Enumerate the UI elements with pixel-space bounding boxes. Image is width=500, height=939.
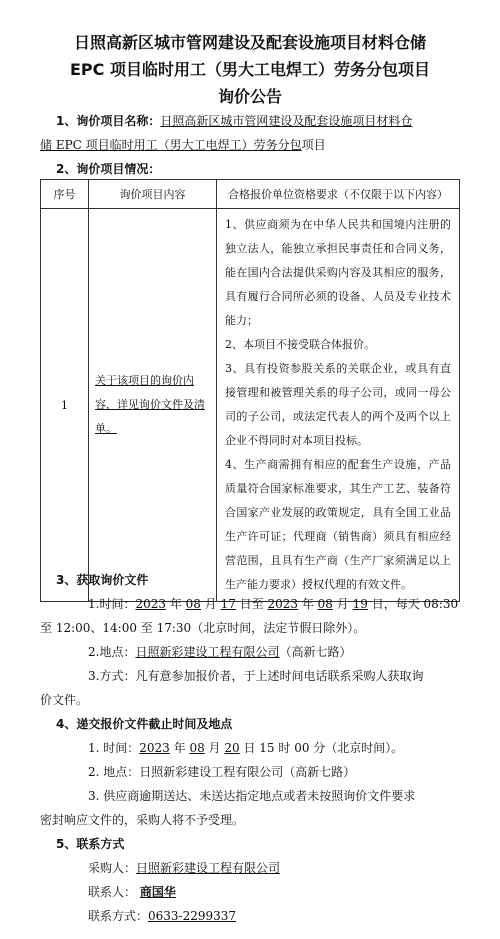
project-name-suffix: 项目 [301,138,326,152]
header-content: 询价项目内容 [89,180,217,209]
phone-label: 联系方式： [88,909,149,923]
section5-label: 5、联系方式 [56,837,125,851]
requirement-1: 1、供应商须为在中华人民共和国境内注册的独立法人，能独立承担民事责任和合同义务，能在国内合法提供采购内容及其相应的服务，具有履行合同所必须的设备、人员及专业技术能力； [225,218,451,327]
section3-label: 3、获取询价文件 [56,573,149,587]
section4-note-line2: 密封响应文件的，采购人将不予受理。 [40,813,245,827]
phone-line [88,908,236,924]
section1-label: 1、询价项目名称： [56,114,161,128]
start-month: 08 [185,597,201,611]
deadline-suffix: 日 15 时 00 分（北京时间）。 [243,741,404,755]
table-row [41,209,460,602]
place-suffix: （高新七路） [279,645,352,659]
section3-method-line1: 3.方式：凡有意参加报价者，于上述时间电话联系采购人获取询 [88,669,424,683]
header-requirements: 合格报价单位资格要求（不仅限于以下内容） [217,180,460,209]
row-requirements-cell [217,209,460,602]
title-line-1: 日照高新区城市管网建设及配套设施项目材料仓储 [73,33,426,52]
section1-line1 [56,113,412,129]
requirement-3: 3、具有投资参股关系的关联企业，或具有直接管理和被管理关系的母子公司，或同一母公司的子公司，或法定代表人的两个及两个以上企业不得同时对本项目投标。 [225,362,451,447]
purchaser-value: 日照新彩建设工程有限公司 [136,861,281,875]
project-name-part2: 储 EPC 项目临时用工（男大工电焊工）劳务分包 [40,138,302,152]
project-name-part1: 日照高新区城市管网建设及配套设施项目材料仓 [160,114,413,128]
row-content-cell [89,209,217,602]
deadline-prefix: 1. 时间： [88,741,140,755]
requirement-2: 2、本项目不接受联合体报价。 [225,338,375,351]
section2-label: 2、询价项目情况： [56,162,161,176]
section3-time-line: 1.时间：2023 年 08 月 17 日至 2023 年 08 月 19 日，每天 08:30 [88,597,459,611]
section4-note-line1: 3. 供应商逾期送达、未送达指定地点或者未按照询价文件要求 [88,789,416,803]
requirement-4: 4、生产商需拥有相应的配套生产设施，产品质量符合国家标准要求，其生产工艺、装备符合国家产业发展的政策规定，具有全国工业品生产许可证；代理商（销售商）须具有相应经营范围，且具有生产商（生产厂家须满足以上生产能力要求）授权代理的有效文件。 [225,458,451,591]
contact-label: 联系人： [88,885,137,899]
deadline-year: 2023 [139,741,170,755]
contact-line [88,884,176,900]
header-no: 序号 [41,180,89,209]
row-no: 1 [41,209,89,602]
title-line-3: 询价公告 [217,87,282,106]
phone-value[interactable]: 0633-2299337 [148,909,237,923]
section3-time-line2: 至 12:00、14:00 至 17:30（北京时间，法定节假日除外）。 [40,621,366,635]
time-prefix: 1.时间： [88,597,136,611]
deadline-day: 20 [224,741,240,755]
row-content-link[interactable]: 关于该项目的询价内容，详见询价文件及清单。 [95,374,205,435]
place-prefix: 2.地点： [88,645,136,659]
table-header-row [41,180,460,209]
section4-place-line: 2. 地点：日照新彩建设工程有限公司（高新七路） [88,765,356,779]
end-day: 19 [352,597,368,611]
start-year: 2023 [135,597,166,611]
purchaser-label: 采购人： [88,861,137,875]
place-value: 日照新彩建设工程有限公司 [135,645,280,659]
purchaser-line [88,860,280,876]
end-month: 08 [317,597,333,611]
deadline-month: 08 [189,741,205,755]
section4-label: 4、递交报价文件截止时间及地点 [56,717,233,731]
section3-method-line2: 价文件。 [40,693,89,707]
contact-value: 商国华 [139,885,176,899]
end-year: 2023 [267,597,299,611]
title-line-2: EPC 项目临时用工（男大工电焊工）劳务分包项目 [70,60,430,79]
section3-place-line [88,644,351,660]
start-day: 17 [220,597,236,611]
time-rest: ，每天 08:30 [383,597,459,611]
requirements-table [40,179,460,602]
section1-line2 [40,137,326,153]
section4-time-line: 1. 时间：2023 年 08 月 20 日 15 时 00 分（北京时间）。 [88,741,404,755]
